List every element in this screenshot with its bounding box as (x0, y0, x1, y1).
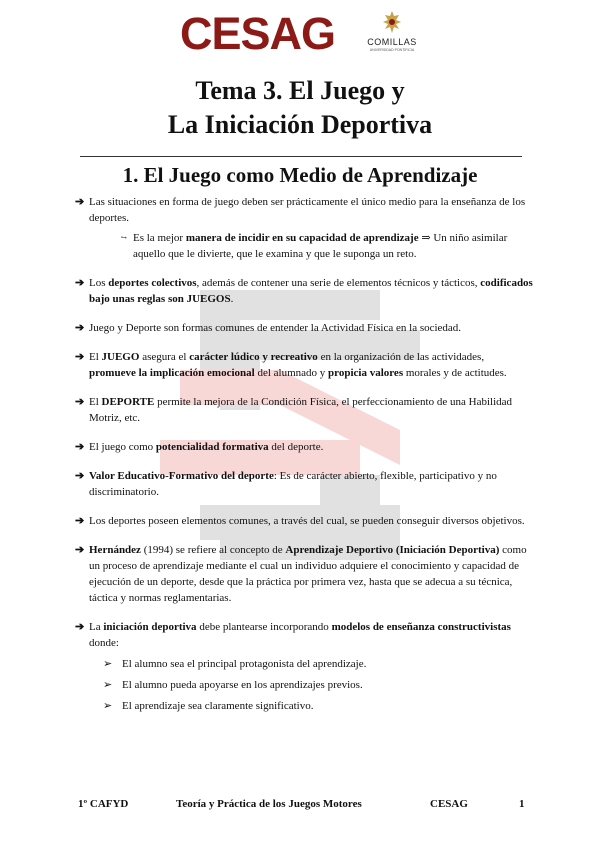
comillas-name: COMILLAS (367, 37, 417, 47)
title-line-1: Tema 3. El Juego y (195, 76, 405, 105)
arrow-icon: ➔ (75, 196, 85, 208)
list-item: ➔ El DEPORTE permite la mejora de la Condición Física, el perfeccionamiento de una Habilidad Motriz, etc. (75, 396, 513, 424)
footer-course: 1º CAFYD (78, 798, 129, 810)
sub-list-item: ➢ El alumno pueda apoyarse en los aprendizajes previos. (103, 679, 363, 691)
comillas-logo (360, 10, 424, 68)
hook-arrow-icon: ↪ (121, 234, 127, 242)
title-divider (80, 156, 522, 157)
arrowhead-icon: ➢ (103, 700, 113, 712)
comillas-crest-icon (380, 10, 404, 36)
arrow-icon: ➔ (75, 544, 85, 556)
arrow-icon: ➔ (75, 441, 85, 453)
footer-subject: Teoría y Práctica de los Juegos Motores (176, 798, 362, 810)
page-title (0, 74, 600, 142)
arrow-icon: ➔ (75, 396, 85, 408)
title-line-2: La Iniciación Deportiva (167, 110, 433, 139)
sub-list-item: ➢ El aprendizaje sea claramente significativo. (103, 700, 314, 712)
sub-list-item: ➢ El alumno sea el principal protagonista del aprendizaje. (103, 658, 367, 670)
comillas-subtitle: UNIVERSIDAD PONTIFICIA (369, 48, 415, 52)
list-item: ➔ El JUEGO asegura el carácter lúdico y recreativo en la organización de las actividades, promueve la implicación emocional del alumnado y propicia valores morales y de actitudes. (75, 351, 507, 379)
section-heading: 1. El Juego como Medio de Aprendizaje (122, 163, 478, 187)
arrowhead-icon: ➢ (103, 658, 113, 670)
arrow-icon: ➔ (75, 351, 85, 363)
list-item: ➔ La iniciación deportiva debe plantearse incorporando modelos de enseñanza constructivistas donde: ➢ El alumno sea el principal protagonista del aprendizaje. ➢ El alumno pueda apoyarse en los aprendizajes previos. ➢ El aprendizaje sea claramente significativo. (75, 619, 533, 714)
arrow-icon: ➔ (75, 515, 85, 527)
list-item: ➔ El juego como potencialidad formativa del deporte. (75, 441, 324, 453)
list-item: ➔ Juego y Deporte son formas comunes de entender la Actividad Física en la sociedad. (75, 322, 462, 334)
arrow-icon: ➔ (75, 621, 85, 633)
arrowhead-icon: ➢ (103, 679, 113, 691)
list-item: ➔ Las situaciones en forma de juego deben ser prácticamente el único medio para la enseñanza de los deportes. ↪ Es la mejor manera de incidir en su capacidad de aprendizaje ⇒ Un niño asimilar aquello que le divierte, que le examina y que le suponga un reto. (75, 194, 533, 262)
list-item: ➔ Los deportes colectivos, además de contener una serie de elementos técnicos y tácticos, codificados bajo unas reglas son JUEGOS. (75, 277, 533, 305)
arrow-icon: ➔ (75, 470, 85, 482)
page-number: 1 (519, 798, 525, 810)
list-item: ➔ Los deportes poseen elementos comunes, a través del cual, se pueden conseguir diversos objetivos. (75, 515, 525, 527)
sub-note: ↪ Es la mejor manera de incidir en su capacidad de aprendizaje ⇒ Un niño asimilar aquello que le divierte, que le examina y que le suponga un reto. (121, 232, 508, 260)
cesag-logo: CESAG (180, 8, 336, 59)
list-item: ➔ Hernández (1994) se refiere al concepto de Aprendizaje Deportivo (Iniciación Deportiva) como un proceso de aprendizaje mediante el cual un individuo adquiere el conocimiento y capacidad de ejecución de un deporte, desde que la práctica por primera vez, hasta que se adecua a su técnica, táctica y normas reglamentarias. (75, 544, 527, 604)
list-item: ➔ Valor Educativo-Formativo del deporte: Es de carácter abierto, flexible, participativo y no discriminatorio. (75, 470, 497, 498)
page-footer (78, 796, 528, 812)
footer-org: CESAG (430, 798, 468, 810)
arrow-icon: ➔ (75, 277, 85, 289)
arrow-icon: ➔ (75, 322, 85, 334)
page-header (0, 8, 600, 70)
main-content (75, 194, 533, 727)
